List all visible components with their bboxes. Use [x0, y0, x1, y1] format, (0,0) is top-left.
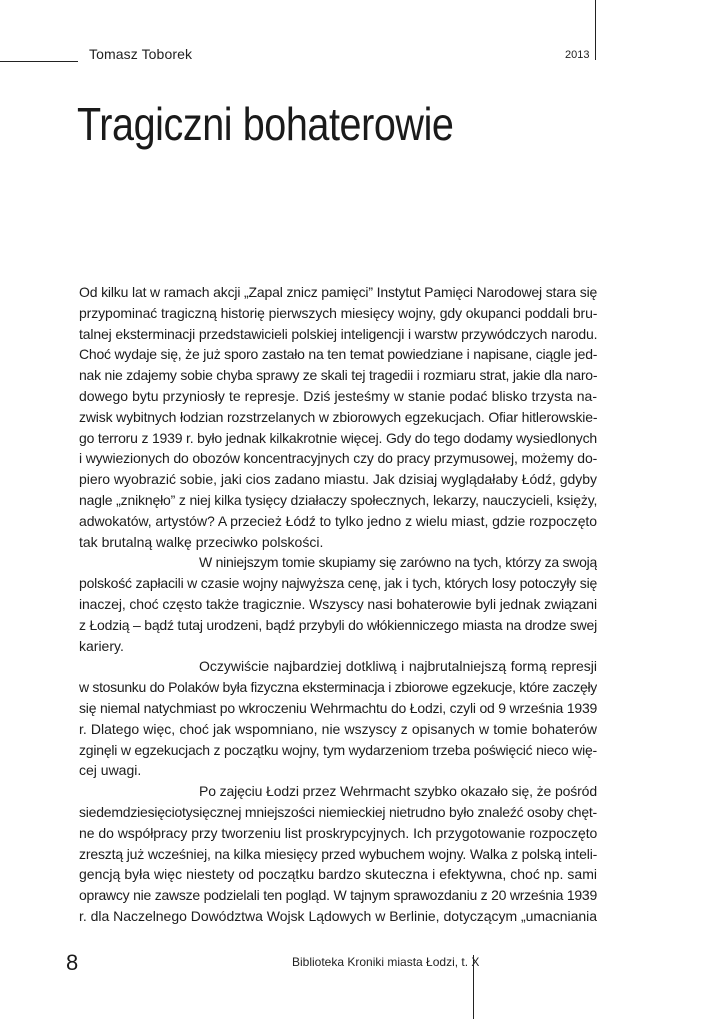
- text-line: cej uwagi.: [79, 762, 142, 779]
- text-line: gencją była więc niestety od początku bardzo skuteczna i efektywna, choć np. sami: [79, 866, 597, 883]
- text-line: r. dla Naczelnego Dowództwa Wojsk Lądowych w Berlinie, dotyczącym „umacniania: [79, 907, 597, 924]
- author-name: Tomasz Toborek: [89, 46, 193, 62]
- text-line: z Łodzią – bądź tutaj urodzeni, bądź przybyli do włókienniczego miasta na drodze swej: [79, 616, 597, 633]
- text-line: się niemal natychmiast po wkroczeniu Wehrmachtu do Łodzi, czyli od 9 września 1939: [79, 699, 597, 716]
- text-line: zresztą już wcześniej, na kilka miesięcy przed wybuchem wojny. Walka z polską inteli-: [79, 845, 597, 862]
- text-line: Po zajęciu Łodzi przez Wehrmacht szybko okazało się, że pośród: [199, 783, 597, 800]
- text-line: i wywiezionych do obozów koncentracyjnych czy do pracy przymusowej, możemy do-: [79, 450, 597, 467]
- text-line: ne do współpracy przy tworzeniu list proskrypcyjnych. Ich przygotowanie rozpoczęto: [79, 824, 597, 841]
- text-line: przypominać tragiczną historię pierwszych miesięcy wojny, gdy okupanci poddali bru-: [79, 304, 597, 321]
- text-line: inaczej, choć często także tragicznie. Wszyscy nasi bohaterowie byli jednak związani: [79, 595, 597, 612]
- header-rule: [0, 61, 78, 62]
- page-number: 8: [66, 950, 79, 975]
- text-line: talnej eksterminacji przedstawicieli polskiej inteligencji i warstw przywódczych narodu.: [79, 325, 597, 342]
- text-line: nagle „zniknęło” z niej kilka tysięcy działaczy społecznych, lekarzy, nauczycieli, księży,: [79, 491, 597, 508]
- footer-vertical-rule: [473, 955, 474, 1019]
- text-line: go terroru z 1939 r. było jednak kilkakrotnie więcej. Gdy do tego dodamy wysiedlonych: [79, 429, 597, 446]
- publication-year: 2013: [565, 49, 590, 61]
- text-line: siedemdziesięciotysięcznej mniejszości niemieckiej nietrudno było znaleźć osoby chęt-: [79, 803, 597, 820]
- text-line: oprawcy nie zawsze podzielali ten pogląd. W tajnym sprawozdaniu z 20 września 1939: [79, 887, 597, 904]
- text-line: W niniejszym tomie skupiamy się zarówno na tych, którzy za swoją: [199, 554, 597, 571]
- text-line: adwokatów, artystów? A przecież Łódź to tylko jedno z wielu miast, gdzie rozpoczęto: [79, 512, 597, 529]
- header-vertical-rule: [595, 0, 596, 60]
- footer-series-title: Biblioteka Kroniki miasta Łodzi, t. X: [292, 955, 480, 969]
- text-line: r. Dlatego więc, choć jak wspomniano, nie wszyscy z opisanych w tomie bohaterów: [79, 720, 597, 737]
- text-line: Od kilku lat w ramach akcji „Zapal znicz pamięci” Instytut Pamięci Narodowej stara się: [79, 284, 597, 300]
- text-line: kariery.: [79, 637, 124, 654]
- text-line: dowego bytu przyniosły te represje. Dziś jesteśmy w stanie podać blisko trzysta na-: [79, 387, 597, 404]
- text-line: Choć wydaje się, że już sporo zastało na ten temat powiedziane i napisane, ciągle jed-: [79, 346, 597, 363]
- text-line: zwisk wybitnych łodzian rozstrzelanych w zbiorowych egzekucjach. Ofiar hitlerowskie-: [79, 408, 597, 425]
- text-line: zginęli w egzekucjach z początku wojny, tym wydarzeniom trzeba poświęcić nieco wię-: [79, 741, 597, 758]
- text-line: piero wyobrazić sobie, jaki cios zadano miastu. Jak dzisiaj wyglądałaby Łódź, gdyby: [79, 471, 597, 488]
- body-text: [79, 282, 597, 927]
- text-line: w stosunku do Polaków była fizyczna eksterminacja i zbiorowe egzekucje, które zaczęły: [79, 679, 597, 696]
- text-line: polskość zapłacili w czasie wojny najwyższa cenę, jak i tych, których losy potoczyły się: [79, 575, 597, 592]
- page-title: Tragiczni bohaterowie: [77, 98, 454, 150]
- text-line: nak nie zdajemy sobie chyba sprawy ze skali tej tragedii i rozmiaru strat, jakie dla naro-: [79, 367, 597, 384]
- text-line: Oczywiście najbardziej dotkliwą i najbrutalniejszą formą represji: [199, 658, 597, 675]
- text-line: tak brutalną walkę przeciwko polskości.: [79, 533, 324, 550]
